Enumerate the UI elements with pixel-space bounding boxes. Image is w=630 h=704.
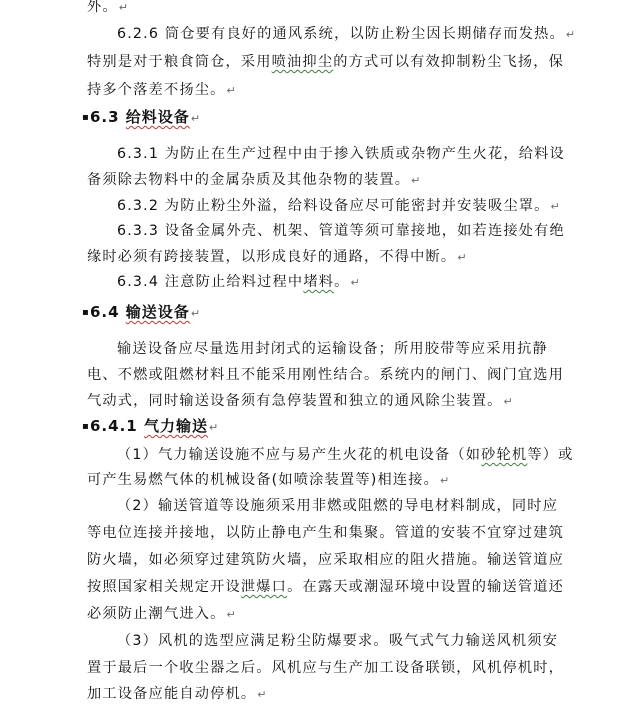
paragraph-mark: ↵	[208, 421, 219, 434]
paragraph-line: 6.3.3 设备金属外壳、机架、管道等须可靠接地，如若连接处有绝	[117, 223, 565, 239]
paragraph-line: 电、不燃或阻燃材料且不能采用刚性结合。系统内的闸门、阀门宜选用	[87, 367, 565, 383]
paragraph-mark: ↵	[257, 688, 267, 701]
paragraph-line: （3）风机的选型应满足粉尘防爆要求。吸气式气力输送风机须安	[117, 633, 559, 649]
paragraph-line: 按照国家相关规定开设泄爆口。在露天或潮湿环境中设置的输送管道还	[87, 579, 565, 595]
grammar-underline: 堵料	[303, 274, 335, 290]
paragraph-line: 外。↵	[87, 0, 128, 15]
heading-bullet: ▪	[82, 112, 89, 123]
paragraph-line: 备须除去物料中的金属杂质及其他杂物的装置。↵	[87, 172, 421, 188]
grammar-underline: 砂轮机	[481, 447, 528, 463]
paragraph-mark: ↵	[440, 474, 450, 487]
paragraph-line: 6.3.2 为防止粉尘外溢，给料设备应尽可能密封并安装吸尘罩。↵	[117, 198, 560, 214]
paragraph-line: 6.3.4 注意防止给料过程中堵料。↵	[117, 274, 360, 290]
paragraph-line: 持多个落差不扬尘。↵	[87, 82, 236, 98]
paragraph-mark: ↵	[503, 395, 513, 408]
paragraph-mark: ↵	[190, 112, 201, 125]
section-heading-6-4-1: 6.4.1 气力输送↵	[90, 417, 219, 435]
paragraph-line: 防火墙，如必须穿过建筑防火墙，应采取相应的阻火措施。输送管道应	[87, 552, 565, 568]
paragraph-line: 6.3.1 为防止在生产过程中由于掺入铁质或杂物产生火花，给料设	[117, 146, 565, 162]
paragraph-mark: ↵	[350, 276, 360, 289]
paragraph-line: 必须防止潮气进入。↵	[87, 606, 236, 622]
paragraph-line: 6.2.6 筒仓要有良好的通风系统，以防止粉尘因长期储存而发热。↵	[117, 26, 576, 42]
paragraph-mark: ↵	[550, 200, 560, 213]
paragraph-line: （2）输送管道等设施须采用非燃或阻燃的导电材料制成，同时应	[117, 498, 559, 514]
section-heading-6-4: 6.4 输送设备↵	[90, 303, 201, 321]
paragraph-line: 置于最后一个收尘器之后。风机应与生产加工设备联锁，风机停机时，	[87, 660, 565, 676]
section-heading-6-3: 6.3 给料设备↵	[90, 108, 201, 126]
paragraph-mark: ↵	[226, 608, 236, 621]
paragraph-line: 特别是对于粮食筒仓，采用喷油抑尘的方式可以有效抑制粉尘飞扬，保	[87, 54, 565, 70]
paragraph-mark: ↵	[190, 307, 201, 320]
paragraph-line: 输送设备应尽量选用封闭式的运输设备；所用胶带等应采用抗静	[117, 341, 548, 357]
paragraph-mark: ↵	[411, 174, 421, 187]
paragraph-line: （1）气力输送设施不应与易产生火花的机电设备（如砂轮机等）或	[117, 447, 574, 463]
paragraph-mark: ↵	[457, 251, 467, 264]
grammar-underline: 喷油抑尘	[271, 54, 334, 70]
heading-bullet: ▪	[82, 307, 89, 318]
paragraph-line: 加工设备应能自动停机。↵	[87, 686, 267, 702]
paragraph-mark: ↵	[118, 1, 128, 14]
paragraph-mark: ↵	[565, 28, 576, 41]
paragraph-line: 等电位连接并接地，以防止静电产生和集聚。管道的安装不宜穿过建筑	[87, 525, 565, 541]
paragraph-mark: ↵	[226, 84, 236, 97]
paragraph-line: 气动式，同时输送设备须有急停装置和独立的通风除尘装置。↵	[87, 393, 513, 409]
paragraph-line: 缘时必须有跨接装置，以形成良好的通路，不得中断。↵	[87, 249, 467, 265]
grammar-underline: 泄爆口	[240, 579, 288, 595]
paragraph-line: 可产生易燃气体的机械设备(如喷涂装置等)相连接。↵	[87, 472, 450, 488]
heading-bullet: ▪	[82, 421, 89, 432]
